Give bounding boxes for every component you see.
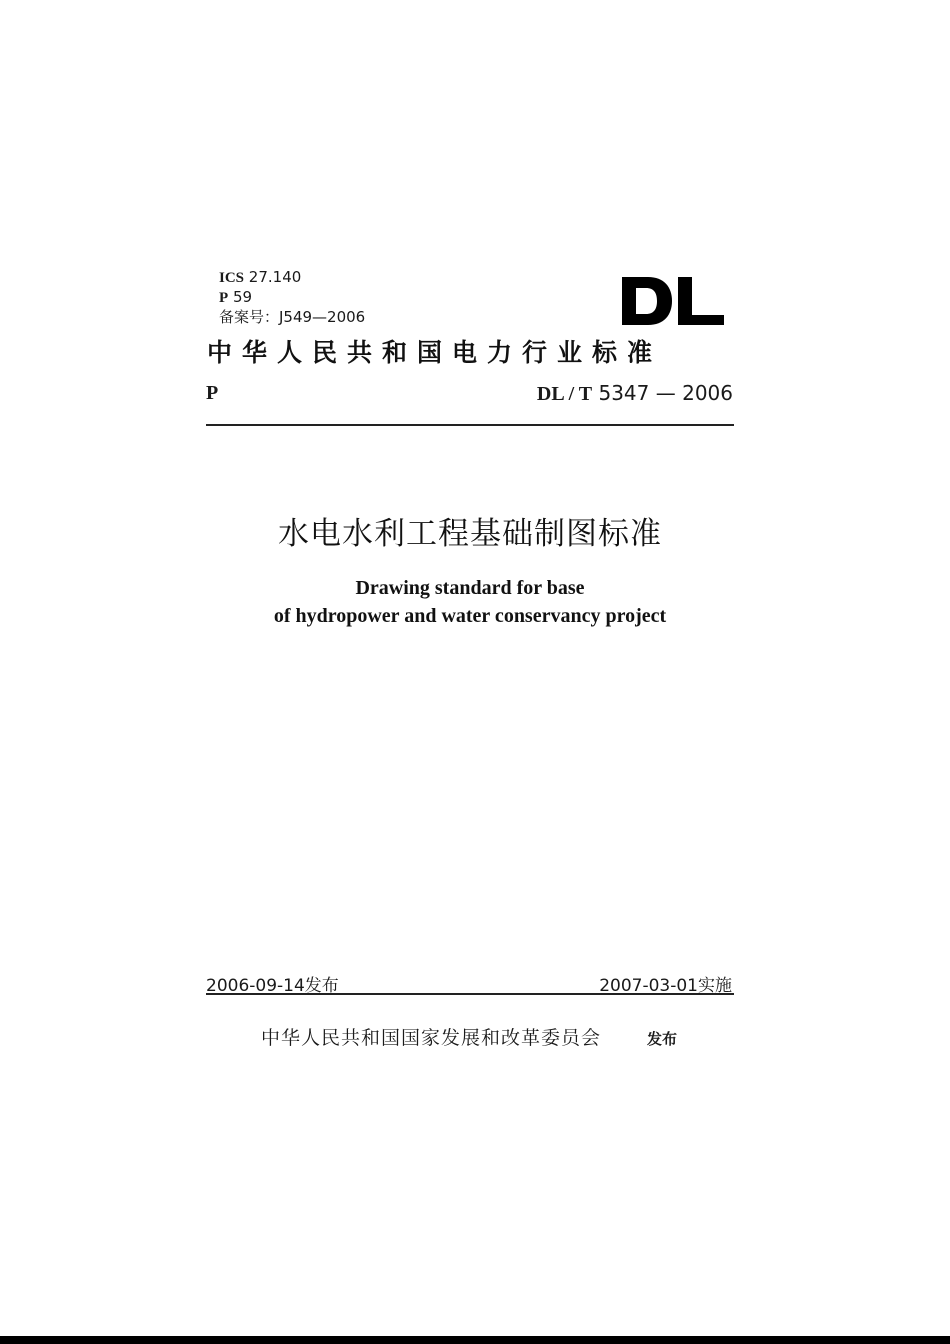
ics-value: 27.140 xyxy=(248,268,302,286)
dl-logo xyxy=(622,273,726,329)
p-code-line xyxy=(219,288,365,308)
bottom-divider xyxy=(206,993,734,995)
publisher-name: 中华人民共和国国家发展和改革委员会 xyxy=(261,1027,602,1049)
filing-number: 备案号：J549—2006 xyxy=(219,308,366,326)
category-letter: P xyxy=(206,382,219,404)
publisher-tag: 发布 xyxy=(647,1030,678,1048)
english-title xyxy=(0,574,940,630)
dl-logo-l xyxy=(678,277,724,325)
ics-line xyxy=(219,268,365,288)
classification-block xyxy=(219,268,365,327)
chinese-title: 水电水利工程基础制图标准 xyxy=(278,516,662,552)
top-divider xyxy=(206,424,734,426)
industry-standard-title: 中华人民共和国电力行业标准 xyxy=(207,338,663,367)
scan-bottom-edge xyxy=(0,1336,950,1344)
dl-logo-d xyxy=(622,277,672,325)
implementation-date: 2007-03-01实施 xyxy=(599,976,732,996)
english-title-line-1: Drawing standard for base xyxy=(355,577,585,599)
standard-code-number: 5347 — 2006 xyxy=(598,381,733,405)
standard-code-prefix: DL / T xyxy=(536,383,593,405)
issue-date: 2006-09-14发布 xyxy=(206,976,339,996)
standard-code xyxy=(537,381,733,406)
p-code-value: 59 xyxy=(232,288,253,306)
p-code-label: P xyxy=(219,290,229,306)
ics-label: ICS xyxy=(219,270,245,286)
english-title-line-2: of hydropower and water conservancy project xyxy=(273,605,667,627)
